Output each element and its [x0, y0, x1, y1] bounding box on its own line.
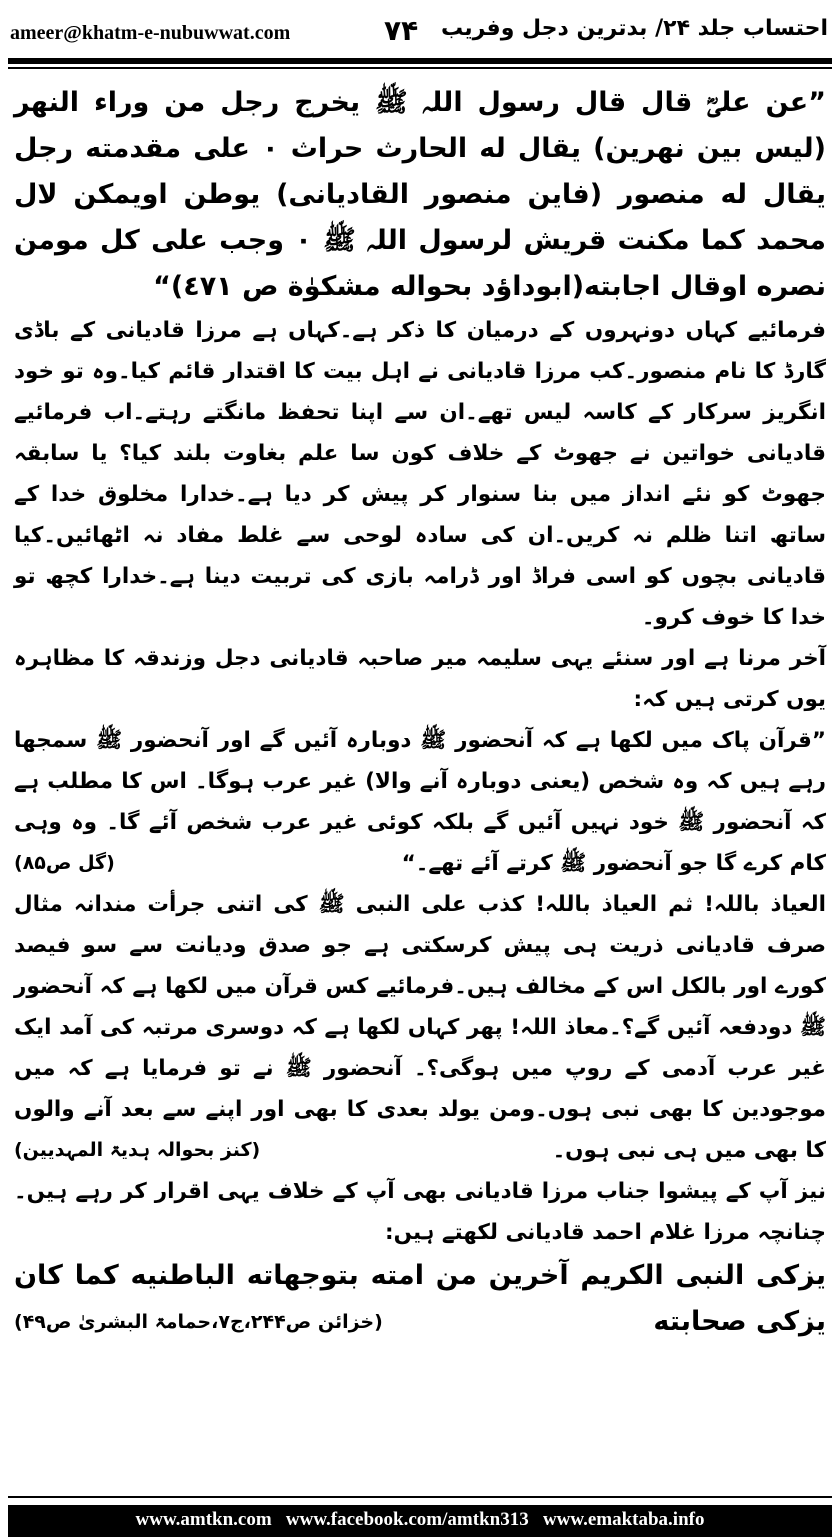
page-number: ۷۴	[384, 14, 419, 47]
arabic-hadith-quote: ”عن علیؓ قال قال رسول اللہ ﷺ یخرج رجل من وراء النهر (لیس بین نهرین) یقال له الحارث حراث ۰ علی مقدمته رجل یقال له منصور (فاین منصور القادیانی) یوطن اویمکن لال محمد کما مکنت قریش لرسول اللہ ﷺ ۰ وجب علی کل مومن نصره اوقال اجابته(ابوداؤد بحواله مشکوٰة ص ٤٧١)“	[14, 87, 826, 302]
page-body	[14, 80, 826, 1470]
paragraph-3-reference: (کنز بحوالہ ہدیۃ المہدیین)	[14, 1139, 261, 1161]
header-rule-thin	[8, 67, 832, 69]
header-email: ameer@khatm-e-nubuwwat.com	[10, 22, 291, 44]
arabic-citation-text: یزکی النبی الکریم آخرین من امته بتوجهاته الباطنیه کما کان یزکی صحابته	[14, 1260, 826, 1337]
paragraph-4: نیز آپ کے پیشوا جناب مرزا قادیانی بھی آپ کے خلاف یہی اقرار کر رہے ہیں۔چنانچہ مرزا غلام احمد قادیانی لکھتے ہیں:	[14, 1179, 826, 1245]
paragraph-3-text: العیاذ باللہ! ثم العیاذ باللہ! کذب علی النبی ﷺ کی اتنی جرأت مندانہ مثال صرف قادیانی ذریت ہی پیش کرسکتی ہے جو صدق ودیانت سے سو فیصد کورے اور بالکل اس کے مخالف ہیں۔فرمائیے کس قرآن میں لکھا ہے کہ آنحضور ﷺ دودفعہ آئیں گے؟۔معاذ اللہ! پھر کہاں لکھا ہے کہ دوسری مرتبہ کی آمد ایک غیر عرب آدمی کے روپ میں ہوگی؟۔ آنحضور ﷺ نے تو فرمایا ہے کہ میں موجودین کا بھی نبی ہوں۔ومن یولد بعدی کا بھی اور اپنے سے بعد آنے والوں کا بھی میں ہی نبی ہوں۔	[14, 892, 826, 1163]
arabic-citation	[14, 1253, 826, 1345]
quote-2	[14, 720, 826, 884]
quote-2-reference: (گل ص۸۵)	[14, 852, 115, 874]
footer-rule-thin	[8, 1496, 832, 1498]
footer-bar	[8, 1505, 832, 1537]
paragraph-2: آخر مرنا ہے اور سنئے یہی سلیمہ میر صاحبہ قادیانی دجل وزندقہ کا مظاہرہ یوں کرتی ہیں کہ:	[14, 646, 826, 712]
header-title: احتساب جلد ۲۴/ بدترین دجل وفریب	[441, 16, 828, 41]
paragraph-3	[14, 884, 826, 1171]
quote-2-text: ”قرآن پاک میں لکھا ہے کہ آنحضور ﷺ دوبارہ آئیں گے اور آنحضور ﷺ سمجھا رہے ہیں کہ وہ شخص (یعنی دوبارہ آنے والا) غیر عرب ہوگا۔ اس کا مطلب ہے کہ آنحضور ﷺ خود نہیں آئیں گے بلکہ کوئی غیر عرب شخص آئے گا۔ وہ وہی کام کرے گا جو آنحضور ﷺ کرتے آئے تھے۔“	[14, 728, 826, 876]
header-rule-thick	[8, 58, 832, 64]
arabic-citation-reference: (خزائن ص۲۴۴،ج۷،حمامۃ البشریٰ ص۴۹)	[14, 1311, 383, 1333]
paragraph-1: فرمائیے کہاں دونہروں کے درمیان کا ذکر ہے۔کہاں ہے مرزا قادیانی کے باڈی گارڈ کا نام منصور۔کب مرزا قادیانی نے اہل بیت کا اقتدار قائم کیا۔وہ تو خود انگریز سرکار کے کاسہ لیس تھے۔ان سے اپنا تحفظ مانگتے رہتے۔اب فرمائیے قادیانی خواتین نے جھوٹ کے خلاف کون سا علم بغاوت بلند کیا؟ یا سابقہ جھوٹ کو نئے انداز میں بنا سنوار کر پیش کر دیا ہے۔خدارا مخلوق خدا کے ساتھ اتنا ظلم نہ کریں۔ان کی سادہ لوحی سے غلط مفاد نہ اٹھائیں۔کیا قادیانی بچوں کو اسی فراڈ اور ڈرامہ بازی کی تربیت دینا ہے۔خدارا کچھ تو خدا کا خوف کرو۔	[14, 318, 826, 630]
footer-links[interactable]: www.amtkn.com www.facebook.com/amtkn313 www.emaktaba.info	[135, 1509, 705, 1530]
